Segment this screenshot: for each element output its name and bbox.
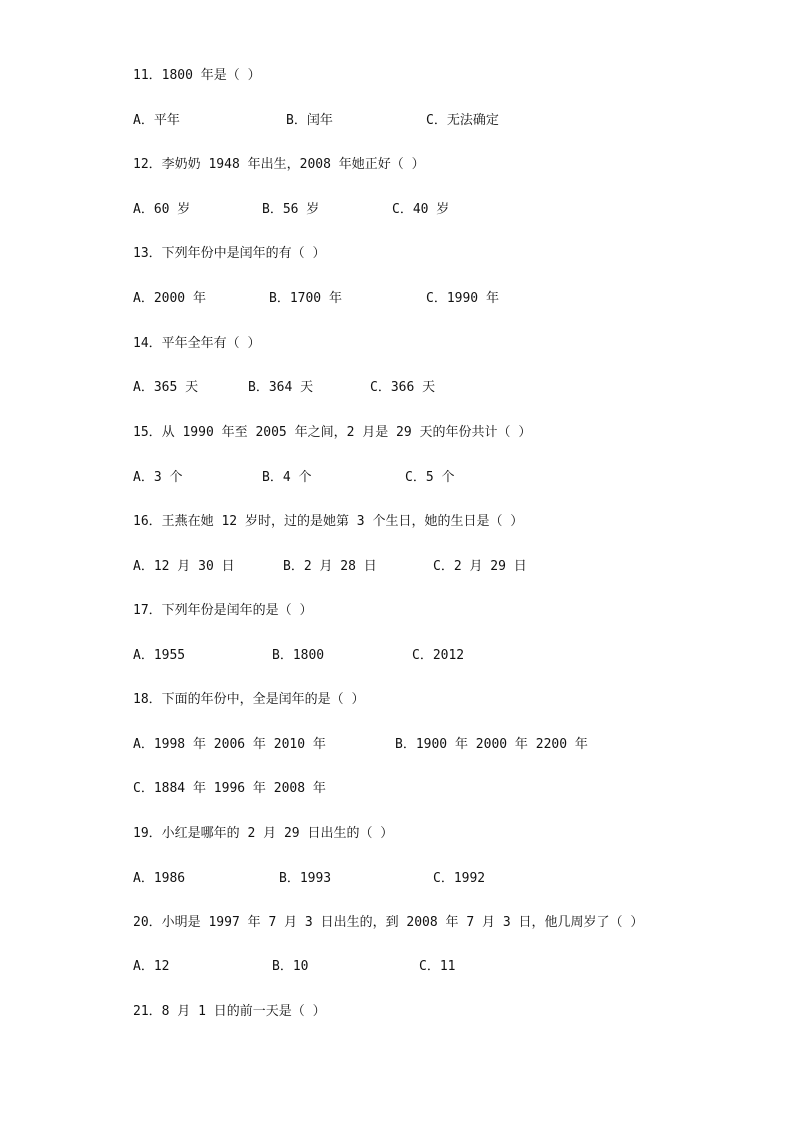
option-c: C．40 岁 — [392, 202, 450, 217]
option-b: B．1900 年 2000 年 2200 年 — [395, 737, 588, 752]
option-c: C．无法确定 — [426, 113, 499, 128]
option-a: A．60 岁 — [133, 202, 191, 217]
option-b: B．1993 — [279, 871, 332, 886]
option-b: B．2 月 28 日 — [283, 559, 377, 574]
option-b: B．闰年 — [286, 113, 333, 128]
question-20: 20．小明是 1997 年 7 月 3 日出生的，到 2008 年 7 月 3 日，他几周岁了（ ） — [133, 915, 644, 930]
question-17: 17．下列年份是闰年的是（ ） — [133, 603, 313, 618]
option-a: A．1998 年 2006 年 2010 年 — [133, 737, 326, 752]
question-16: 16．王燕在她 12 岁时，过的是她第 3 个生日，她的生日是（ ） — [133, 514, 524, 529]
option-c: C．5 个 — [405, 470, 455, 485]
option-b: B．1800 — [272, 648, 325, 663]
question-13: 13．下列年份中是闰年的有（ ） — [133, 246, 326, 261]
question-11: 11．1800 年是（ ） — [133, 68, 261, 83]
question-14: 14．平年全年有（ ） — [133, 336, 261, 351]
option-c: C．2012 — [412, 648, 465, 663]
option-a: A．12 月 30 日 — [133, 559, 235, 574]
option-c: C．1990 年 — [426, 291, 499, 306]
option-a: A．1986 — [133, 871, 186, 886]
option-b: B．4 个 — [262, 470, 312, 485]
option-c: C．2 月 29 日 — [433, 559, 527, 574]
option-b: B．56 岁 — [262, 202, 320, 217]
option-c: C．1884 年 1996 年 2008 年 — [133, 781, 326, 796]
option-b: B．1700 年 — [269, 291, 342, 306]
option-a: A．365 天 — [133, 380, 199, 395]
option-b: B．10 — [272, 959, 309, 974]
option-a: A．3 个 — [133, 470, 183, 485]
option-a: A．1955 — [133, 648, 186, 663]
question-21: 21．8 月 1 日的前一天是（ ） — [133, 1004, 326, 1019]
question-15: 15．从 1990 年至 2005 年之间，2 月是 29 天的年份共计（ ） — [133, 425, 532, 440]
option-c: C．366 天 — [370, 380, 436, 395]
option-a: A．平年 — [133, 113, 180, 128]
option-a: A．2000 年 — [133, 291, 206, 306]
question-18: 18．下面的年份中，全是闰年的是（ ） — [133, 692, 365, 707]
question-19: 19．小红是哪年的 2 月 29 日出生的（ ） — [133, 826, 394, 841]
option-c: C．11 — [419, 959, 456, 974]
option-c: C．1992 — [433, 871, 486, 886]
option-b: B．364 天 — [248, 380, 314, 395]
question-12: 12．李奶奶 1948 年出生，2008 年她正好（ ） — [133, 157, 425, 172]
option-a: A．12 — [133, 959, 170, 974]
